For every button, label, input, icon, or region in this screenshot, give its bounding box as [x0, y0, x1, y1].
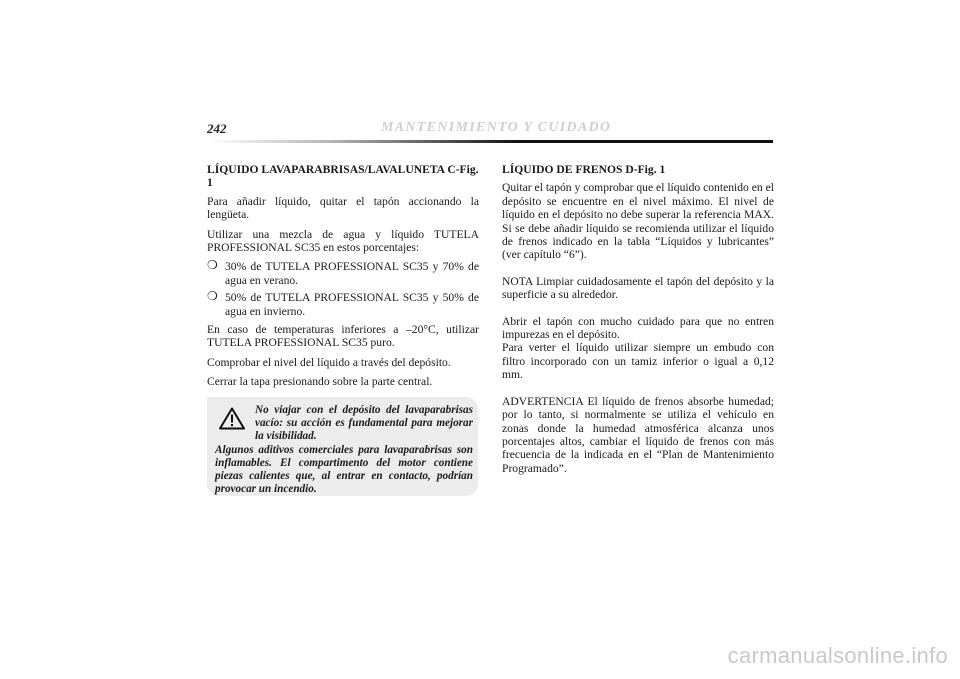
- watermark: carmanualsonline.info: [727, 643, 948, 668]
- washer-fluid-paragraph-5: Cerrar la tapa presionando sobre la parte central.: [207, 375, 433, 389]
- list-item-text: 30% de TUTELA PROFESSIONAL SC35 y 70% de agua en verano.: [225, 260, 479, 287]
- washer-fluid-paragraph-2: Utilizar una mezcla de agua y líquido TUTELA PROFESSIONAL SC35 en estos porcentajes:: [207, 227, 479, 255]
- brake-fluid-warning: ADVERTENCIA El líquido de frenos absorbe humedad; por lo tanto, si normalmente se utiliza el vehículo en zonas donde la humedad atmosférica alcanza unos porcentajes altos, cambiar el líquido de frenos con más frecuencia de la indicada en el “Plan de Mantenimiento Programado”.: [502, 394, 774, 475]
- left-column: [207, 163, 479, 395]
- washer-fluid-paragraph-4: Comprobar el nivel del líquido a través del depósito.: [207, 355, 451, 369]
- brake-fluid-paragraph-3: Abrir el tapón con mucho cuidado para que no entren impurezas en el depósito.: [502, 314, 774, 342]
- bullet-circle-icon: ❍: [207, 289, 218, 304]
- mixture-list: [207, 260, 479, 318]
- header-rule: [207, 140, 773, 143]
- list-item-text: 50% de TUTELA PROFESSIONAL SC35 y 50% de agua en invierno.: [225, 291, 479, 318]
- brake-fluid-note: NOTA Limpiar cuidadosamente el tapón del depósito y la superficie a su alrededor.: [502, 274, 774, 302]
- brake-fluid-paragraph-4: Para verter el líquido utilizar siempre un embudo con filtro incorporado con un tamiz inferior o igual a 0,12 mm.: [502, 341, 774, 382]
- list-item: [207, 291, 479, 318]
- warning-text: [215, 404, 473, 496]
- section-title: MANTENIMIENTO Y CUIDADO: [381, 120, 612, 135]
- washer-fluid-paragraph-3: En caso de temperaturas inferiores a –20°C, utilizar TUTELA PROFESSIONAL SC35 puro.: [207, 323, 479, 350]
- brake-fluid-heading: LÍQUIDO DE FRENOS D-Fig. 1: [502, 163, 666, 176]
- bullet-circle-icon: ❍: [207, 258, 218, 273]
- right-column: [502, 163, 774, 481]
- page-number: 242: [207, 121, 227, 136]
- list-item: [207, 260, 479, 287]
- warning-box: [207, 397, 478, 496]
- warning-line-1: No viajar con el depósito del lavaparabrisas vacío: su acción es fundamental para mejorar la visibilidad.: [255, 404, 473, 443]
- page-header: [207, 117, 773, 147]
- warning-line-2: Algunos aditivos comerciales para lavaparabrisas son inflamables. El compartimento del motor contiene piezas calientes que, al entrar en contacto, podrían provocar un incendio.: [215, 443, 473, 496]
- washer-fluid-heading: LÍQUIDO LAVAPARABRISAS/LAVALUNETA C-Fig. 1: [207, 163, 479, 190]
- washer-fluid-paragraph-1: Para añadir líquido, quitar el tapón accionando la lengüeta.: [207, 194, 479, 222]
- brake-fluid-paragraph-1: Quitar el tapón y comprobar que el líquido contenido en el depósito se encuentre en el nivel máximo. El nivel de líquido en el depósito no debe superar la referencia MAX. Si se debe añadir líquido se recomienda utilizar el líquido de frenos indicado en la tabla “Líquidos y lubricantes” (ver capítulo “6”).: [502, 181, 774, 262]
